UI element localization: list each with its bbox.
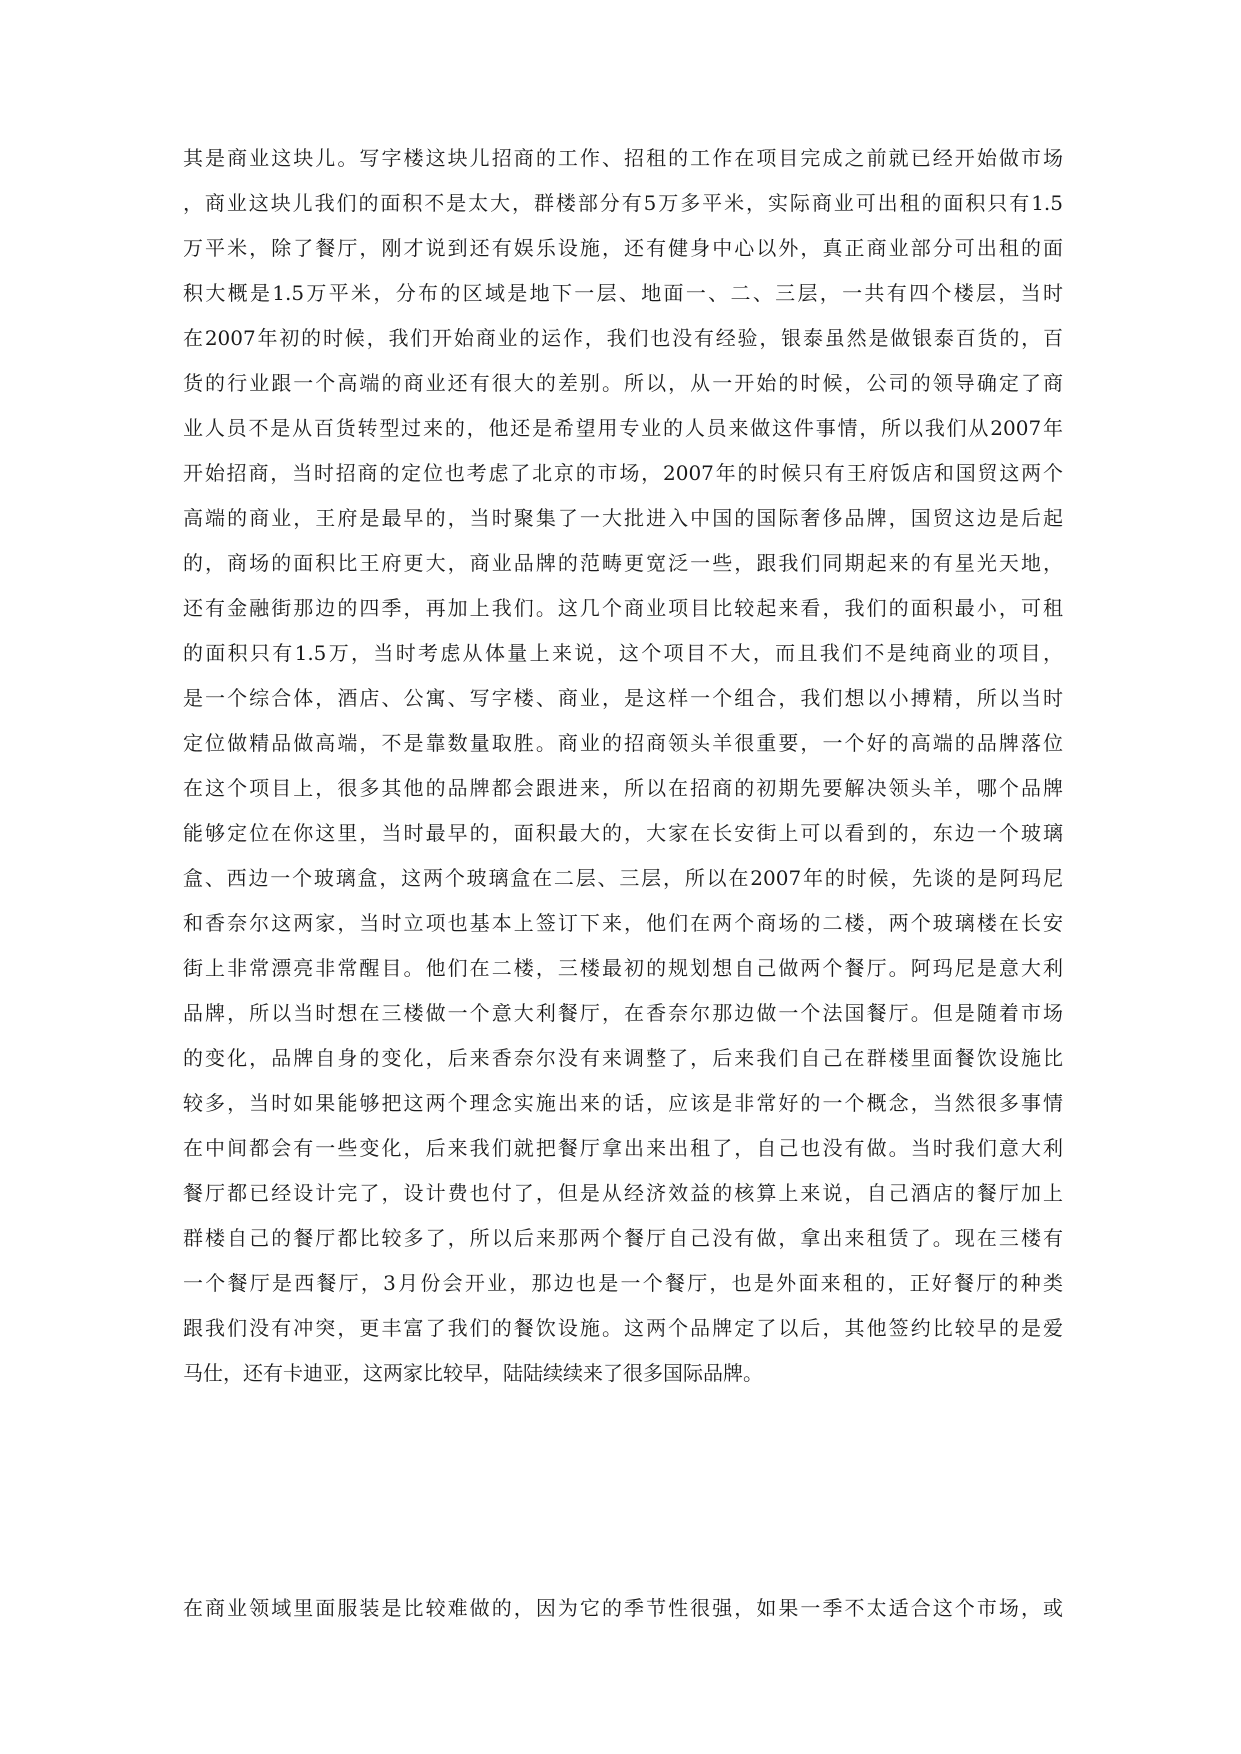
text-line: 马仕，还有卡迪亚，这两家比较早，陆陆续续来了很多国际品牌。 <box>183 1361 763 1385</box>
text-line: 积大概是1.5万平米，分布的区域是地下一层、地面一、二、三层，一共有四个楼层，当时 <box>183 281 1063 305</box>
text-line: 的面积只有1.5万，当时考虑从体量上来说，这个项目不大，而且我们不是纯商业的项目， <box>183 641 1063 665</box>
text-line: 是一个综合体，酒店、公寓、写字楼、商业，是这样一个组合，我们想以小搏精，所以当时 <box>183 686 1063 710</box>
text-line: 开始招商，当时招商的定位也考虑了北京的市场，2007年的时候只有王府饭店和国贸这两个 <box>183 461 1063 485</box>
text-line: 高端的商业，王府是最早的，当时聚集了一大批进入中国的国际奢侈品牌，国贸这边是后起 <box>183 506 1063 530</box>
text-line: 和香奈尔这两家，当时立项也基本上签订下来，他们在两个商场的二楼，两个玻璃楼在长安 <box>183 911 1063 935</box>
text-line: 街上非常漂亮非常醒目。他们在二楼，三楼最初的规划想自己做两个餐厅。阿玛尼是意大利 <box>183 956 1063 980</box>
text-line: 在2007年初的时候，我们开始商业的运作，我们也没有经验，银泰虽然是做银泰百货的，百 <box>183 326 1063 350</box>
text-line: 跟我们没有冲突，更丰富了我们的餐饮设施。这两个品牌定了以后，其他签约比较早的是爱 <box>183 1316 1063 1340</box>
text-line: 盒、西边一个玻璃盒，这两个玻璃盒在二层、三层，所以在2007年的时候，先谈的是阿玛尼 <box>183 866 1063 890</box>
text-line: ，商业这块儿我们的面积不是太大，群楼部分有5万多平米，实际商业可出租的面积只有1.5 <box>183 191 1063 215</box>
text-line: 品牌，所以当时想在三楼做一个意大利餐厅，在香奈尔那边做一个法国餐厅。但是随着市场 <box>183 1001 1063 1025</box>
text-line: 业人员不是从百货转型过来的，他还是希望用专业的人员来做这件事情，所以我们从2007年 <box>183 416 1063 440</box>
text-line: 在这个项目上，很多其他的品牌都会跟进来，所以在招商的初期先要解决领头羊，哪个品牌 <box>183 776 1063 800</box>
text-line: 一个餐厅是西餐厅，3月份会开业，那边也是一个餐厅，也是外面来租的，正好餐厅的种类 <box>183 1271 1063 1295</box>
text-line: 餐厅都已经设计完了，设计费也付了，但是从经济效益的核算上来说，自己酒店的餐厅加上 <box>183 1181 1063 1205</box>
text-line: 的，商场的面积比王府更大，商业品牌的范畴更宽泛一些，跟我们同期起来的有星光天地， <box>183 551 1063 575</box>
text-line: 在商业领域里面服装是比较难做的，因为它的季节性很强，如果一季不太适合这个市场，或 <box>183 1596 1063 1620</box>
text-line: 还有金融街那边的四季，再加上我们。这几个商业项目比较起来看，我们的面积最小，可租 <box>183 596 1063 620</box>
text-line: 在中间都会有一些变化，后来我们就把餐厅拿出来出租了，自己也没有做。当时我们意大利 <box>183 1136 1063 1160</box>
text-line: 万平米，除了餐厅，刚才说到还有娱乐设施，还有健身中心以外，真正商业部分可出租的面 <box>183 236 1063 260</box>
text-line: 定位做精品做高端，不是靠数量取胜。商业的招商领头羊很重要，一个好的高端的品牌落位 <box>183 731 1063 755</box>
text-line: 群楼自己的餐厅都比较多了，所以后来那两个餐厅自己没有做，拿出来租赁了。现在三楼有 <box>183 1226 1063 1250</box>
text-line: 的变化，品牌自身的变化，后来香奈尔没有来调整了，后来我们自己在群楼里面餐饮设施比 <box>183 1046 1063 1070</box>
text-line: 能够定位在你这里，当时最早的，面积最大的，大家在长安街上可以看到的，东边一个玻璃 <box>183 821 1063 845</box>
text-line: 货的行业跟一个高端的商业还有很大的差别。所以，从一开始的时候，公司的领导确定了商 <box>183 371 1063 395</box>
text-line: 较多，当时如果能够把这两个理念实施出来的话，应该是非常好的一个概念，当然很多事情 <box>183 1091 1063 1115</box>
text-line: 其是商业这块儿。写字楼这块儿招商的工作、招租的工作在项目完成之前就已经开始做市场 <box>183 146 1063 170</box>
